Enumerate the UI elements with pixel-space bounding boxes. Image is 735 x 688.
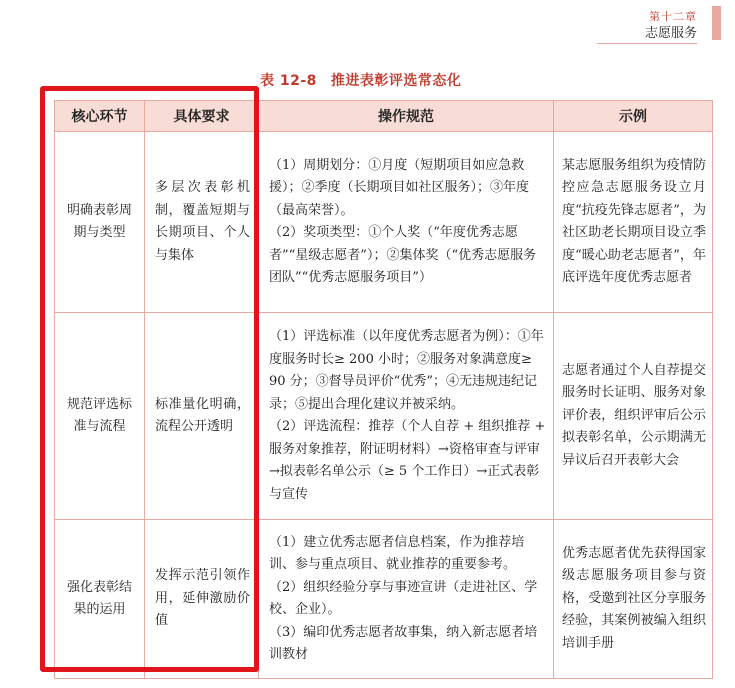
chapter-title: 志愿服务: [644, 26, 697, 41]
requirement-cell: 标准量化明确，流程公开透明: [145, 313, 259, 520]
spec-cell: [259, 313, 554, 520]
chapter-tab-marker: [712, 6, 721, 40]
spec-item: （2）组织经验分享与事迹宣讲（走进社区、学校、企业）。: [269, 579, 538, 617]
spec-cell: [259, 520, 554, 679]
example-cell: 某志愿服务组织为疫情防控应急志愿服务设立月度“抗疫先锋志愿者”，为社区助老长期项目设立季度“暖心助老志愿者”，年底评选年度优秀志愿者: [554, 132, 713, 313]
column-header-stage: 核心环节: [55, 101, 145, 132]
column-header-example: 示例: [554, 101, 713, 132]
column-header-requirement: 具体要求: [145, 101, 259, 132]
table-number: 表 12-8: [260, 73, 317, 89]
spec-item: （2）评选流程：推荐（个人自荐 + 组织推荐 + 服务对象推荐，附证明材料）→资格审查与评审→拟表彰名单公示（≥ 5 个工作日）→正式表彰与宣传: [269, 419, 546, 502]
norms-table: [54, 100, 713, 679]
spec-item: （1）周期划分：①月度（短期项目如应急救援）；②季度（长期项目如社区服务）；③年度（最高荣誉）。: [269, 157, 530, 218]
table-title: 推进表彰评选常态化: [330, 73, 462, 89]
spec-item: （1）建立优秀志愿者信息档案，作为推荐培训、参与重点项目、就业推荐的重要参考。: [269, 534, 525, 572]
table-caption: [260, 70, 461, 90]
column-header-spec: 操作规范: [259, 101, 554, 132]
chapter-label: 第十二章: [649, 10, 697, 23]
stage-cell: 强化表彰结果的运用: [55, 520, 145, 679]
spec-cell: [259, 132, 554, 313]
header-rule: [597, 43, 697, 44]
stage-cell: 明确表彰周期与类型: [55, 132, 145, 313]
example-cell: 志愿者通过个人自荐提交服务时长证明、服务对象评价表，组织评审后公示拟表彰名单，公示期满无异议后召开表彰大会: [554, 313, 713, 520]
table-header-row: [55, 101, 713, 132]
requirement-cell: 发挥示范引领作用，延伸激励价值: [145, 520, 259, 679]
spec-item: （1）评选标准（以年度优秀志愿者为例）：①年度服务时长≥ 200 小时；②服务对象满意度≥ 90 分；③督导员评价“优秀”；④无违规违纪记录；⑤提出合理化建议并被采纳。: [269, 329, 544, 412]
requirement-cell: 多层次表彰机制，覆盖短期与长期项目、个人与集体: [145, 132, 259, 313]
spec-item: （2）奖项类型：①个人奖（“年度优秀志愿者”“星级志愿者”）；②集体奖（“优秀志愿服务团队”“优秀志愿服务项目”）: [269, 225, 537, 285]
table-row: [55, 132, 713, 313]
table-row: [55, 313, 713, 520]
spec-item: （3）编印优秀志愿者故事集，纳入新志愿者培训教材: [269, 624, 538, 662]
table-row: [55, 520, 713, 679]
running-header: [555, 0, 735, 50]
stage-cell: 规范评选标准与流程: [55, 313, 145, 520]
example-cell: 优秀志愿者优先获得国家级志愿服务项目参与资格，受邀到社区分享服务经验，其案例被编入组织培训手册: [554, 520, 713, 679]
